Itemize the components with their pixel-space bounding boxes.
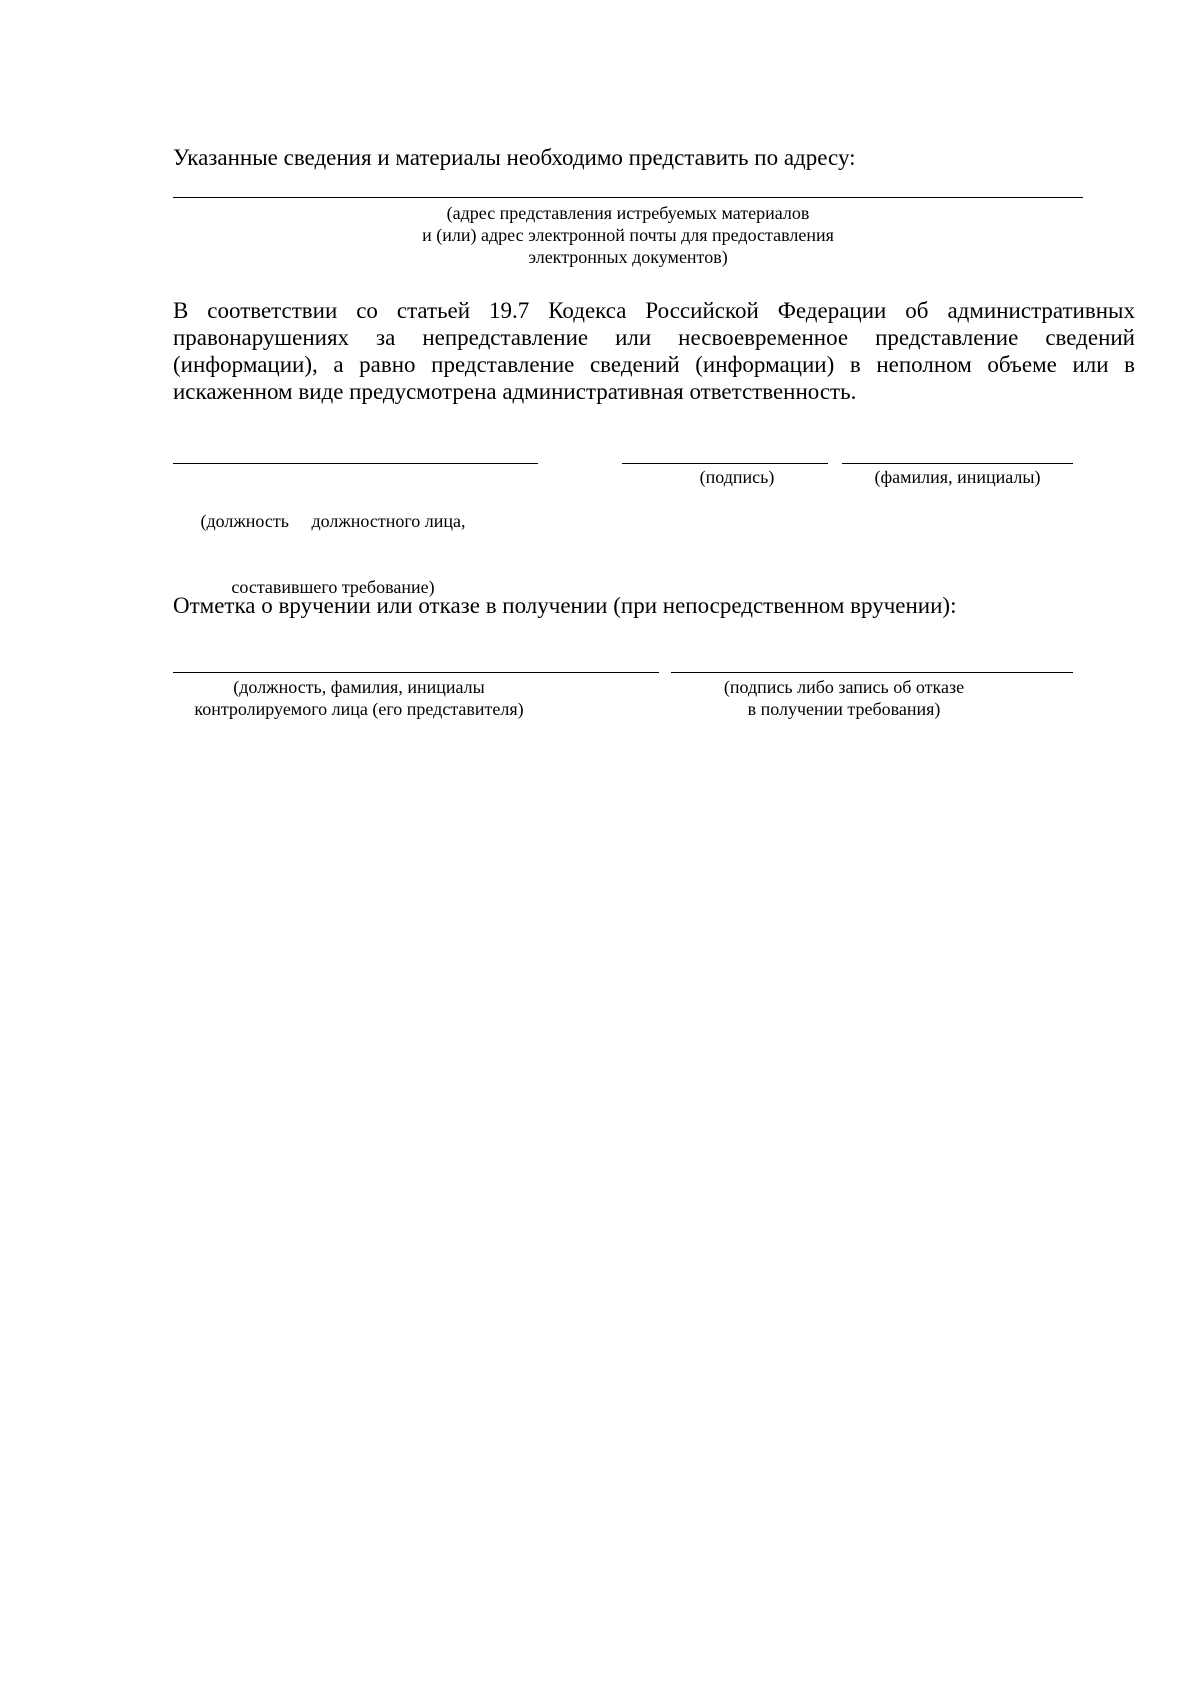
caption-line: составившего требование)	[231, 577, 435, 597]
address-caption-line: и (или) адрес электронной почты для предоставления	[422, 225, 834, 245]
address-caption	[173, 202, 1083, 268]
recipient-line	[173, 672, 659, 673]
caption-line: (должность должностного лица,	[200, 511, 466, 531]
address-caption-line: электронных документов)	[528, 247, 728, 267]
recipient-caption	[173, 676, 545, 720]
caption-line: (подпись либо запись об отказе	[723, 677, 965, 697]
official-signature-line	[622, 463, 828, 464]
liability-notice: В соответствии со статьей 19.7 Кодекса Российской Федерации об административных правонарушениях за непредставление или несвоевременное представление сведений (информации), а равно представление сведений (информации) в неполном объеме или в искаженном виде предусмотрена административная ответственность.	[173, 298, 1135, 404]
address-line	[173, 197, 1083, 198]
caption-line: контролируемого лица (его представителя)	[194, 699, 524, 719]
caption-line: в получении требования)	[747, 699, 941, 719]
official-name-caption: (фамилия, инициалы)	[874, 467, 1041, 487]
official-name-line	[842, 463, 1073, 464]
official-signature-caption: (подпись)	[699, 467, 775, 487]
refusal-line	[671, 672, 1073, 673]
delivery-mark-title: Отметка о вручении или отказе в получении (при непосредственном вручении):	[173, 593, 957, 618]
intro-text: Указанные сведения и материалы необходимо представить по адресу:	[173, 145, 856, 170]
official-position-line	[173, 463, 538, 464]
caption-line: (должность, фамилия, инициалы	[233, 677, 485, 697]
address-caption-line: (адрес представления истребуемых материалов	[446, 203, 810, 223]
refusal-caption	[671, 676, 1017, 720]
